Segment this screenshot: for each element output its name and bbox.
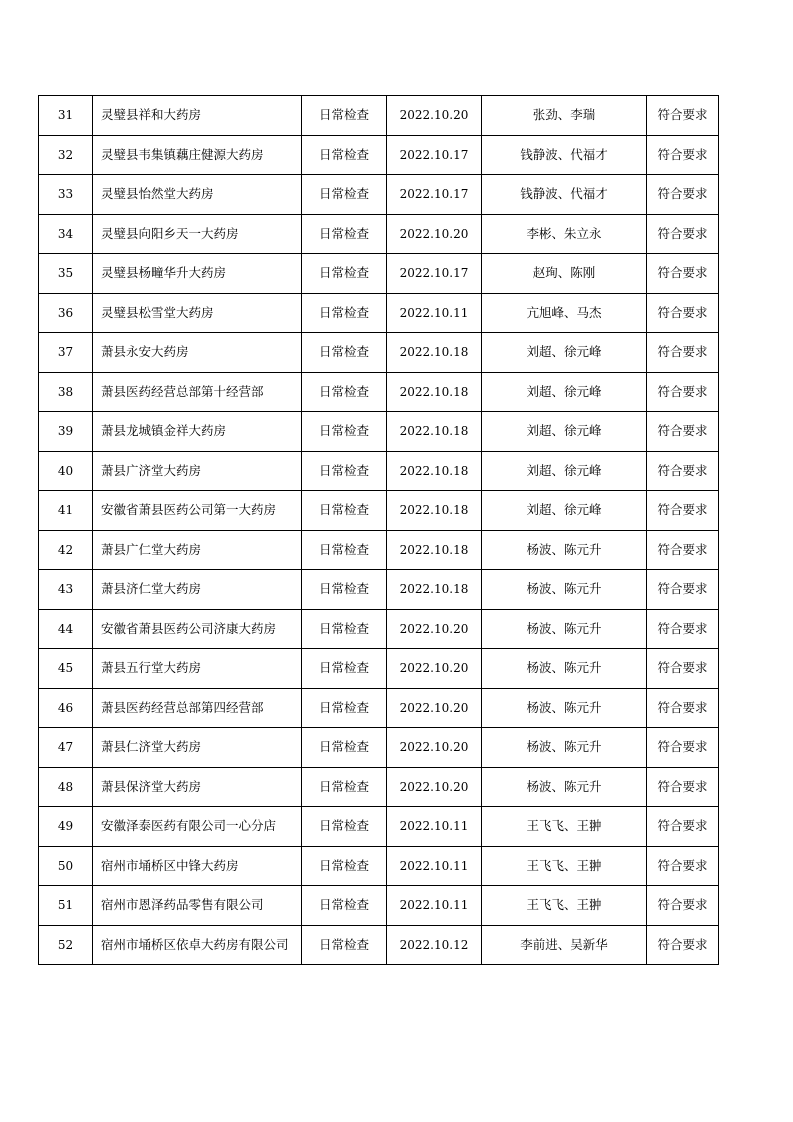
cell-pharmacy-name: 萧县广济堂大药房 (93, 451, 302, 491)
cell-inspection-type: 日常检查 (302, 728, 387, 768)
cell-pharmacy-name: 安徽省萧县医药公司济康大药房 (93, 609, 302, 649)
cell-number: 47 (39, 728, 93, 768)
cell-pharmacy-name: 灵璧县韦集镇藕庄健源大药房 (93, 135, 302, 175)
cell-result: 符合要求 (647, 609, 719, 649)
cell-inspection-type: 日常检查 (302, 333, 387, 373)
table-row (39, 609, 719, 649)
cell-date: 2022.10.17 (387, 135, 482, 175)
table-row (39, 649, 719, 689)
cell-pharmacy-name: 萧县永安大药房 (93, 333, 302, 373)
cell-inspection-type: 日常检查 (302, 293, 387, 333)
cell-number: 34 (39, 214, 93, 254)
cell-result: 符合要求 (647, 530, 719, 570)
cell-number: 44 (39, 609, 93, 649)
cell-inspection-type: 日常检查 (302, 767, 387, 807)
table-row (39, 925, 719, 965)
cell-date: 2022.10.18 (387, 491, 482, 531)
cell-date: 2022.10.20 (387, 609, 482, 649)
cell-inspectors: 赵珣、陈刚 (482, 254, 647, 294)
cell-number: 43 (39, 570, 93, 610)
cell-result: 符合要求 (647, 925, 719, 965)
cell-number: 32 (39, 135, 93, 175)
table-row (39, 807, 719, 847)
cell-number: 41 (39, 491, 93, 531)
cell-result: 符合要求 (647, 175, 719, 215)
cell-number: 42 (39, 530, 93, 570)
cell-date: 2022.10.20 (387, 649, 482, 689)
cell-inspectors: 刘超、徐元峰 (482, 412, 647, 452)
cell-inspection-type: 日常检查 (302, 451, 387, 491)
table-row (39, 451, 719, 491)
cell-inspectors: 李前进、吴新华 (482, 925, 647, 965)
cell-date: 2022.10.18 (387, 530, 482, 570)
cell-date: 2022.10.17 (387, 175, 482, 215)
cell-inspectors: 亢旭峰、马杰 (482, 293, 647, 333)
cell-pharmacy-name: 宿州市埇桥区依卓大药房有限公司 (93, 925, 302, 965)
table-row (39, 135, 719, 175)
cell-result: 符合要求 (647, 649, 719, 689)
cell-pharmacy-name: 萧县仁济堂大药房 (93, 728, 302, 768)
cell-number: 38 (39, 372, 93, 412)
cell-result: 符合要求 (647, 412, 719, 452)
cell-result: 符合要求 (647, 254, 719, 294)
cell-number: 48 (39, 767, 93, 807)
cell-date: 2022.10.18 (387, 412, 482, 452)
cell-inspectors: 王飞飞、王翀 (482, 846, 647, 886)
cell-result: 符合要求 (647, 807, 719, 847)
cell-inspectors: 杨波、陈元升 (482, 728, 647, 768)
cell-pharmacy-name: 萧县济仁堂大药房 (93, 570, 302, 610)
cell-number: 52 (39, 925, 93, 965)
cell-inspectors: 刘超、徐元峰 (482, 333, 647, 373)
cell-inspection-type: 日常检查 (302, 96, 387, 136)
cell-pharmacy-name: 灵璧县向阳乡天一大药房 (93, 214, 302, 254)
cell-pharmacy-name: 萧县龙城镇金祥大药房 (93, 412, 302, 452)
cell-date: 2022.10.18 (387, 372, 482, 412)
cell-pharmacy-name: 灵璧县祥和大药房 (93, 96, 302, 136)
table-row (39, 333, 719, 373)
cell-date: 2022.10.17 (387, 254, 482, 294)
cell-date: 2022.10.20 (387, 214, 482, 254)
cell-number: 37 (39, 333, 93, 373)
cell-date: 2022.10.20 (387, 767, 482, 807)
cell-date: 2022.10.11 (387, 886, 482, 926)
cell-result: 符合要求 (647, 293, 719, 333)
cell-number: 46 (39, 688, 93, 728)
cell-inspectors: 杨波、陈元升 (482, 649, 647, 689)
table-row (39, 372, 719, 412)
cell-result: 符合要求 (647, 372, 719, 412)
cell-inspectors: 刘超、徐元峰 (482, 372, 647, 412)
table-row (39, 886, 719, 926)
cell-date: 2022.10.11 (387, 807, 482, 847)
cell-date: 2022.10.18 (387, 451, 482, 491)
cell-pharmacy-name: 萧县医药经营总部第四经营部 (93, 688, 302, 728)
cell-result: 符合要求 (647, 767, 719, 807)
cell-date: 2022.10.12 (387, 925, 482, 965)
cell-result: 符合要求 (647, 214, 719, 254)
cell-number: 50 (39, 846, 93, 886)
cell-result: 符合要求 (647, 570, 719, 610)
cell-inspectors: 杨波、陈元升 (482, 570, 647, 610)
cell-number: 39 (39, 412, 93, 452)
table-row (39, 175, 719, 215)
cell-pharmacy-name: 安徽省萧县医药公司第一大药房 (93, 491, 302, 531)
cell-pharmacy-name: 宿州市恩泽药品零售有限公司 (93, 886, 302, 926)
table-row (39, 254, 719, 294)
cell-pharmacy-name: 宿州市埇桥区中锋大药房 (93, 846, 302, 886)
cell-result: 符合要求 (647, 135, 719, 175)
cell-inspection-type: 日常检查 (302, 649, 387, 689)
table-row (39, 530, 719, 570)
cell-inspectors: 杨波、陈元升 (482, 688, 647, 728)
cell-date: 2022.10.11 (387, 293, 482, 333)
cell-inspection-type: 日常检查 (302, 688, 387, 728)
cell-pharmacy-name: 萧县五行堂大药房 (93, 649, 302, 689)
cell-inspectors: 钱静波、代福才 (482, 135, 647, 175)
cell-number: 33 (39, 175, 93, 215)
cell-inspectors: 钱静波、代福才 (482, 175, 647, 215)
table-row (39, 728, 719, 768)
cell-inspectors: 杨波、陈元升 (482, 767, 647, 807)
cell-inspectors: 杨波、陈元升 (482, 530, 647, 570)
table-row (39, 412, 719, 452)
cell-result: 符合要求 (647, 728, 719, 768)
cell-inspection-type: 日常检查 (302, 886, 387, 926)
cell-inspectors: 王飞飞、王翀 (482, 807, 647, 847)
cell-date: 2022.10.20 (387, 728, 482, 768)
cell-inspectors: 刘超、徐元峰 (482, 491, 647, 531)
cell-result: 符合要求 (647, 846, 719, 886)
table-row (39, 570, 719, 610)
cell-pharmacy-name: 安徽泽泰医药有限公司一心分店 (93, 807, 302, 847)
cell-number: 36 (39, 293, 93, 333)
cell-date: 2022.10.18 (387, 333, 482, 373)
cell-inspection-type: 日常检查 (302, 372, 387, 412)
cell-result: 符合要求 (647, 491, 719, 531)
cell-pharmacy-name: 灵璧县怡然堂大药房 (93, 175, 302, 215)
cell-inspection-type: 日常检查 (302, 846, 387, 886)
cell-inspection-type: 日常检查 (302, 530, 387, 570)
cell-number: 40 (39, 451, 93, 491)
table-row (39, 96, 719, 136)
cell-pharmacy-name: 灵璧县松雪堂大药房 (93, 293, 302, 333)
cell-number: 31 (39, 96, 93, 136)
cell-result: 符合要求 (647, 886, 719, 926)
cell-inspection-type: 日常检查 (302, 135, 387, 175)
cell-inspection-type: 日常检查 (302, 609, 387, 649)
cell-number: 51 (39, 886, 93, 926)
cell-number: 35 (39, 254, 93, 294)
inspection-table (38, 95, 719, 965)
cell-inspectors: 张劲、李瑞 (482, 96, 647, 136)
cell-inspectors: 刘超、徐元峰 (482, 451, 647, 491)
cell-date: 2022.10.20 (387, 96, 482, 136)
cell-result: 符合要求 (647, 96, 719, 136)
cell-inspection-type: 日常检查 (302, 491, 387, 531)
cell-inspection-type: 日常检查 (302, 175, 387, 215)
table-row (39, 293, 719, 333)
cell-date: 2022.10.11 (387, 846, 482, 886)
cell-result: 符合要求 (647, 451, 719, 491)
cell-number: 49 (39, 807, 93, 847)
table-row (39, 214, 719, 254)
cell-inspection-type: 日常检查 (302, 412, 387, 452)
cell-result: 符合要求 (647, 688, 719, 728)
cell-inspectors: 王飞飞、王翀 (482, 886, 647, 926)
cell-pharmacy-name: 萧县保济堂大药房 (93, 767, 302, 807)
table-row (39, 767, 719, 807)
table-body (39, 96, 719, 965)
cell-date: 2022.10.20 (387, 688, 482, 728)
cell-inspectors: 杨波、陈元升 (482, 609, 647, 649)
cell-inspection-type: 日常检查 (302, 570, 387, 610)
cell-result: 符合要求 (647, 333, 719, 373)
table-row (39, 846, 719, 886)
cell-inspectors: 李彬、朱立永 (482, 214, 647, 254)
cell-inspection-type: 日常检查 (302, 807, 387, 847)
cell-pharmacy-name: 萧县医药经营总部第十经营部 (93, 372, 302, 412)
cell-number: 45 (39, 649, 93, 689)
cell-inspection-type: 日常检查 (302, 214, 387, 254)
table-row (39, 688, 719, 728)
cell-date: 2022.10.18 (387, 570, 482, 610)
cell-inspection-type: 日常检查 (302, 925, 387, 965)
table-row (39, 491, 719, 531)
cell-inspection-type: 日常检查 (302, 254, 387, 294)
cell-pharmacy-name: 灵璧县杨疃华升大药房 (93, 254, 302, 294)
cell-pharmacy-name: 萧县广仁堂大药房 (93, 530, 302, 570)
